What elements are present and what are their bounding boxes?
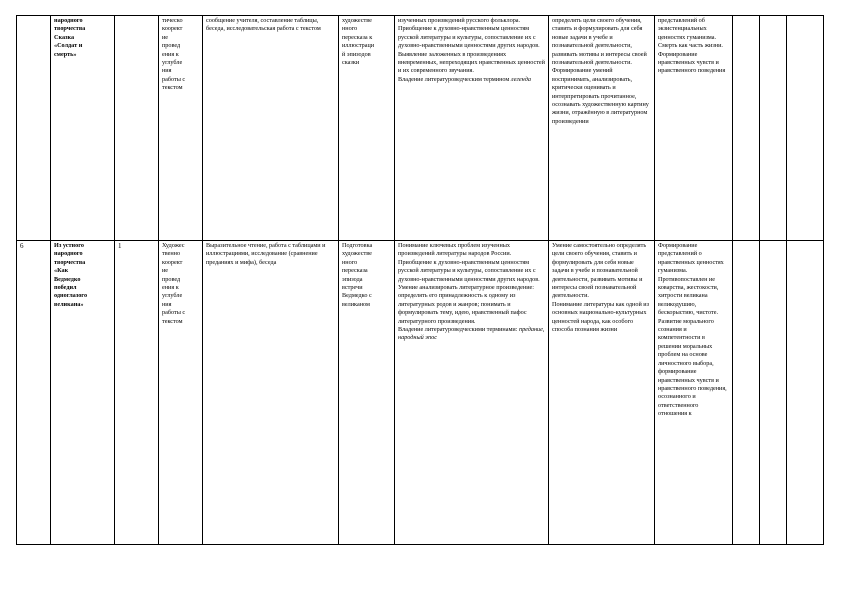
activities-cell: сообщение учителя, составление таблицы, беседа, исследовательская работа с текстом [203, 16, 339, 241]
topic-line: Ведмедко [54, 275, 81, 283]
subject-results-cell: изученных произведений русского фольклора. Приобщение к духовно-нравственным ценностям русской литературы и культуры, сопоставление их с духовно-нравственными ценностями других народов. Выявление заложенных в произведениях вневременных, непреходящих нравственных ценностей и их современного звучания. Владение литературоведческим термином легенда [395, 16, 549, 241]
topic-line: Сказка [54, 33, 75, 41]
empty-cell [733, 241, 760, 545]
hours-cell: 1 [115, 241, 159, 545]
topic-cell [51, 16, 115, 241]
topic-line: великана» [54, 300, 84, 308]
personal-results-cell: Формирование представлений о нравственных ценностях гуманизма. Противопоставлен ие коварства, жестокости, хитрости великана великодушию, бескорыстию, чистоте. Развитие морального сознания и компетентности в решении моральных проблем на основе личностного выбора, формирование нравственных чувств и нравственного поведения, осознанного и ответственного отношения к [655, 241, 733, 545]
topic-cell [51, 241, 115, 545]
term-text: легенда [510, 75, 531, 83]
subject-results-cell: Понимание ключевых проблем изученных произведений литературы народов России. Приобщение к духовно-нравственным ценностям русской литературы и культуры, сопоставление их с духовно-нравственными ценностями других народов. Умение анализировать литературное произведение: определять его принадлежность к одному из литературных родов и жанров; понимать и формулировать тему, идею, нравственный пафос литературного произведения. Владение литературоведческими терминами: предание, народный эпос [395, 241, 549, 545]
meta-results-cell: Умение самостоятельно определять цели своего обучения, ставить и формулировать для себя новые задачи в учебе и познавательной деятельности, развивать мотивы и интересы своей познавательной деятельности. Понимание литературы как одной из основных национально-культурных ценностей народа, как особого способа познания жизни [549, 241, 655, 545]
independent-work-cell: Подготовка художестве нного пересказа эпизода встречи Ведмедко с великаном [339, 241, 395, 545]
topic-line: одноглазого [54, 292, 88, 300]
topic-line: творчества [54, 258, 86, 266]
hours-cell [115, 16, 159, 241]
topic-line: Из устного [54, 242, 84, 249]
term-text: предание, народный эпос [398, 326, 545, 342]
lesson-type-cell: тическо коорект ие провед ения к углубле ния работы с текстом [159, 16, 203, 241]
personal-results-cell: представлений об экзистенциальных ценностях гуманизма. Смерть как часть жизни. Формирование нравственных чувств и нравственного поведения [655, 16, 733, 241]
meta-results-cell: определять цели своего обучения, ставить и формулировать для себя новые задачи в учебе и познавательной деятельности, развивать мотивы и интересы своей познавательной деятельности. Формирование умений воспринимать, анализировать, критически оценивать и интерпретировать прочитанное, осознавать художественную картину жизни, отражённую в литературном произведении [549, 16, 655, 241]
independent-work-cell: художестве нного пересказа к иллюстраци й эпизодов сказки [339, 16, 395, 241]
lesson-number-cell [17, 16, 51, 241]
lesson-number-cell: 6 [17, 241, 51, 545]
empty-cell [787, 16, 824, 241]
empty-cell [760, 16, 787, 241]
topic-line: «Солдат и [54, 42, 83, 50]
activities-cell: Выразительное чтение, работа с таблицами и иллюстрациями, исследование (сравнение преданиях и мифа), беседа [203, 241, 339, 545]
topic-line: «Как [54, 267, 69, 275]
table-row [17, 241, 824, 545]
table-row [17, 16, 824, 241]
topic-line: народного [54, 17, 83, 24]
topic-line: смерть» [54, 50, 77, 58]
empty-cell [760, 241, 787, 545]
topic-line: творчества [54, 25, 86, 33]
empty-cell [733, 16, 760, 241]
lesson-plan-table [16, 15, 824, 545]
lesson-type-cell: Художес твенно коорект ие провед ения к углубле ния работы с текстом [159, 241, 203, 545]
topic-line: народного [54, 250, 83, 258]
topic-line: победил [54, 284, 77, 292]
empty-cell [787, 241, 824, 545]
